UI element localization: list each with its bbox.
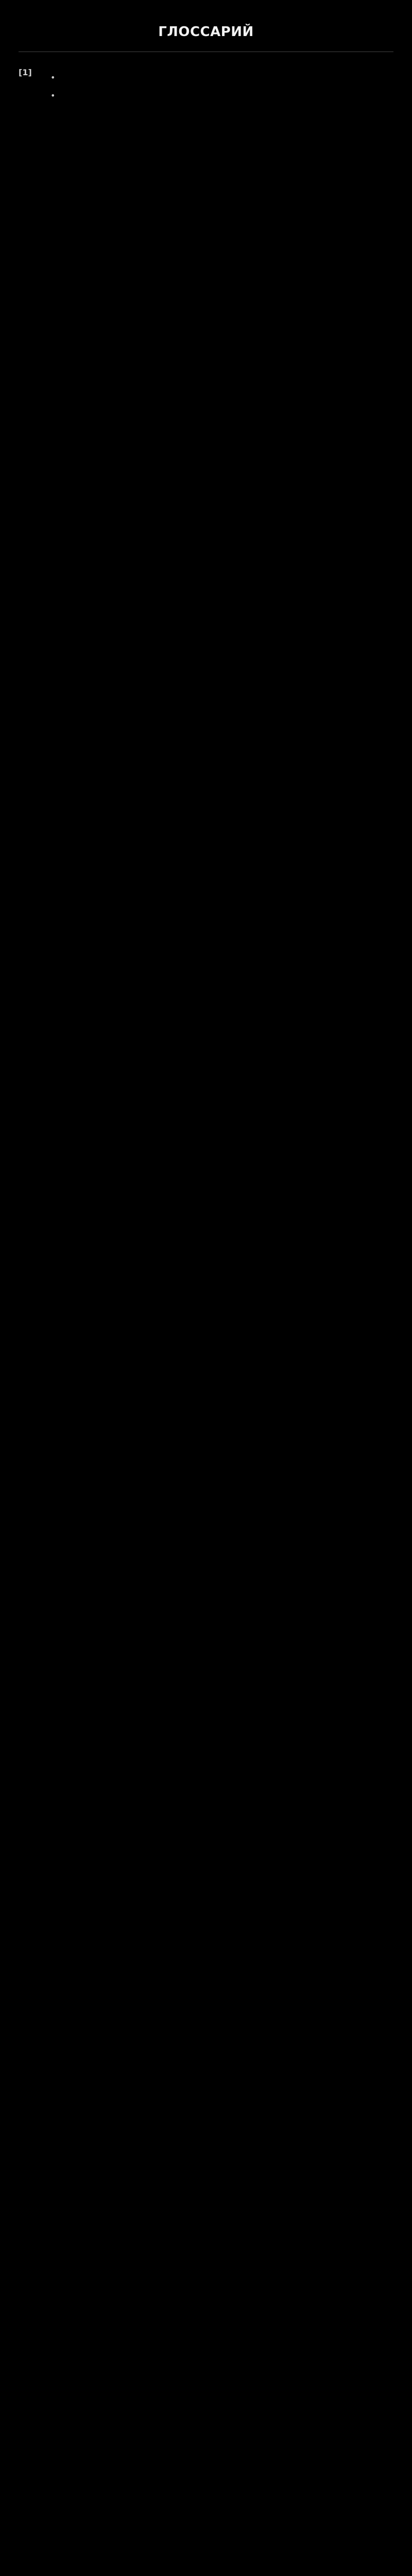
entry-marker: [19, 133, 36, 138]
subentry-marker: •: [50, 73, 56, 83]
glossary-entry-3: [19, 133, 393, 138]
subentry-2: [50, 90, 393, 103]
entry-body: [43, 133, 393, 138]
entry-body: [43, 66, 393, 107]
glossary-list: [19, 66, 393, 138]
glossary-entry-2: [19, 118, 393, 122]
glossary-entry-1: [19, 66, 393, 107]
entry-body: [43, 118, 393, 122]
subentry-1: [50, 72, 393, 84]
subentry-marker: •: [50, 91, 56, 101]
page-title: ГЛОССАРИЙ: [158, 24, 254, 40]
entry-marker: [1]: [19, 67, 32, 78]
entry-marker: [19, 118, 36, 122]
